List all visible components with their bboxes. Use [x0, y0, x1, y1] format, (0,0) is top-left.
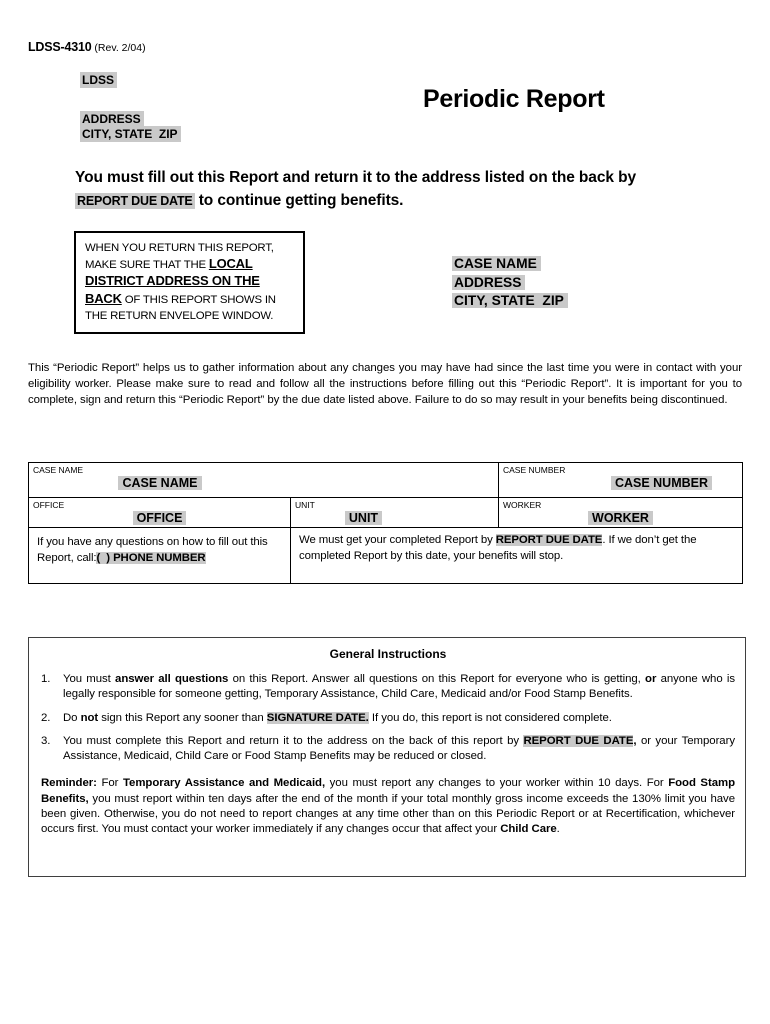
case-name-cell	[29, 463, 499, 498]
case-name-value: CASE NAME	[29, 476, 291, 490]
case-number-cell	[499, 463, 743, 498]
office-value: OFFICE	[29, 511, 290, 525]
report-due-cell: We must get your completed Report by REPORT DUE DATE. If we don’t get the completed Report by this date, your benefits will stop.	[291, 528, 743, 584]
item-text: You must answer all questions on this Report. Answer all questions on this Report for everyone who is getting, or anyone who is legally responsible for someone getting, Temporary Assistance, Child Care, Medicaid and/or Food Stamp Benefits.	[63, 673, 735, 701]
instruction-item-3	[41, 734, 735, 765]
questions-cell: If you have any questions on how to fill out this Report, call:( ) PHONE NUMBER	[29, 528, 291, 584]
case-info-table	[28, 462, 743, 584]
worker-cell	[499, 498, 743, 528]
unit-label: UNIT	[295, 500, 315, 510]
form-number-text: LDSS-4310	[28, 40, 92, 54]
item-number: 3.	[41, 734, 51, 747]
office-label: OFFICE	[33, 500, 65, 510]
table-row	[29, 528, 743, 584]
intro-paragraph: This “Periodic Report” helps us to gather information about any changes you may have had since the last time you were in contact with your eligibility worker. Please make sure to read and follow all the instructions before filling out this “Periodic Report”. It is important for you to complete, sign and return this “Periodic Report” by the due date listed above. Failure to do so may result in your benefits being discontinued.	[28, 362, 742, 406]
agency-name	[80, 73, 117, 87]
page-title: Periodic Report	[423, 85, 605, 113]
table-row	[29, 463, 743, 498]
instruction-item-2	[41, 711, 735, 726]
case-name-label: CASE NAME	[33, 465, 84, 475]
worker-label: WORKER	[503, 500, 542, 510]
worker-value: WORKER	[499, 511, 742, 525]
case-city-state-zip-line: CITY, STATE ZIP	[452, 292, 568, 311]
form-number	[28, 40, 146, 54]
office-cell	[29, 498, 291, 528]
agency-address-line: ADDRESS	[80, 112, 181, 127]
mailing-instruction: You must fill out this Report and return it to the address listed on the back by REPORT DUE DATE to continue getting benefits.	[75, 169, 636, 209]
agency-name-value: LDSS	[80, 72, 117, 88]
case-address-line: ADDRESS	[452, 274, 568, 293]
item-number: 2.	[41, 711, 51, 724]
case-number-value: CASE NUMBER	[499, 476, 742, 490]
envelope-instruction-box: WHEN YOU RETURN THIS REPORT, MAKE SURE THAT THE LOCAL DISTRICT ADDRESS ON THE BACK OF THIS REPORT SHOWS IN THE RETURN ENVELOPE WINDOW.	[74, 231, 305, 334]
case-address-block	[452, 255, 568, 311]
reminder-paragraph: Reminder: For Temporary Assistance and Medicaid, you must report any changes to your worker within 10 days. For Food Stamp Benefits, you must report within ten days after the end of the month if your total monthly gross income exceeds the 130% limit you have been given. Otherwise, you do not need to report changes at any time other than on this Periodic Report or at Recertification, whichever occurs first. You must contact your worker immediately if any changes occur that affect your Child Care.	[41, 777, 735, 836]
general-instructions-box	[28, 637, 746, 877]
form-revision: (Rev. 2/04)	[91, 42, 146, 54]
table-row	[29, 498, 743, 528]
agency-city-state-zip-line: CITY, STATE ZIP	[80, 127, 181, 142]
item-text: Do not sign this Report any sooner than SIGNATURE DATE. If you do, this report is not considered complete.	[63, 711, 612, 724]
general-instructions-title: General Instructions	[329, 647, 447, 661]
item-text: You must complete this Report and return it to the address on the back of this report by REPORT DUE DATE, or your Temporary Assistance, Medicaid, Child Care or Food Stamp Benefits may be reduced or closed.	[63, 734, 735, 763]
case-number-label: CASE NUMBER	[503, 465, 566, 475]
instruction-item-1	[41, 672, 735, 703]
case-name-line: CASE NAME	[452, 255, 568, 274]
agency-address-block	[80, 112, 181, 142]
item-number: 1.	[41, 673, 51, 685]
unit-value: UNIT	[291, 511, 498, 525]
unit-cell	[291, 498, 499, 528]
